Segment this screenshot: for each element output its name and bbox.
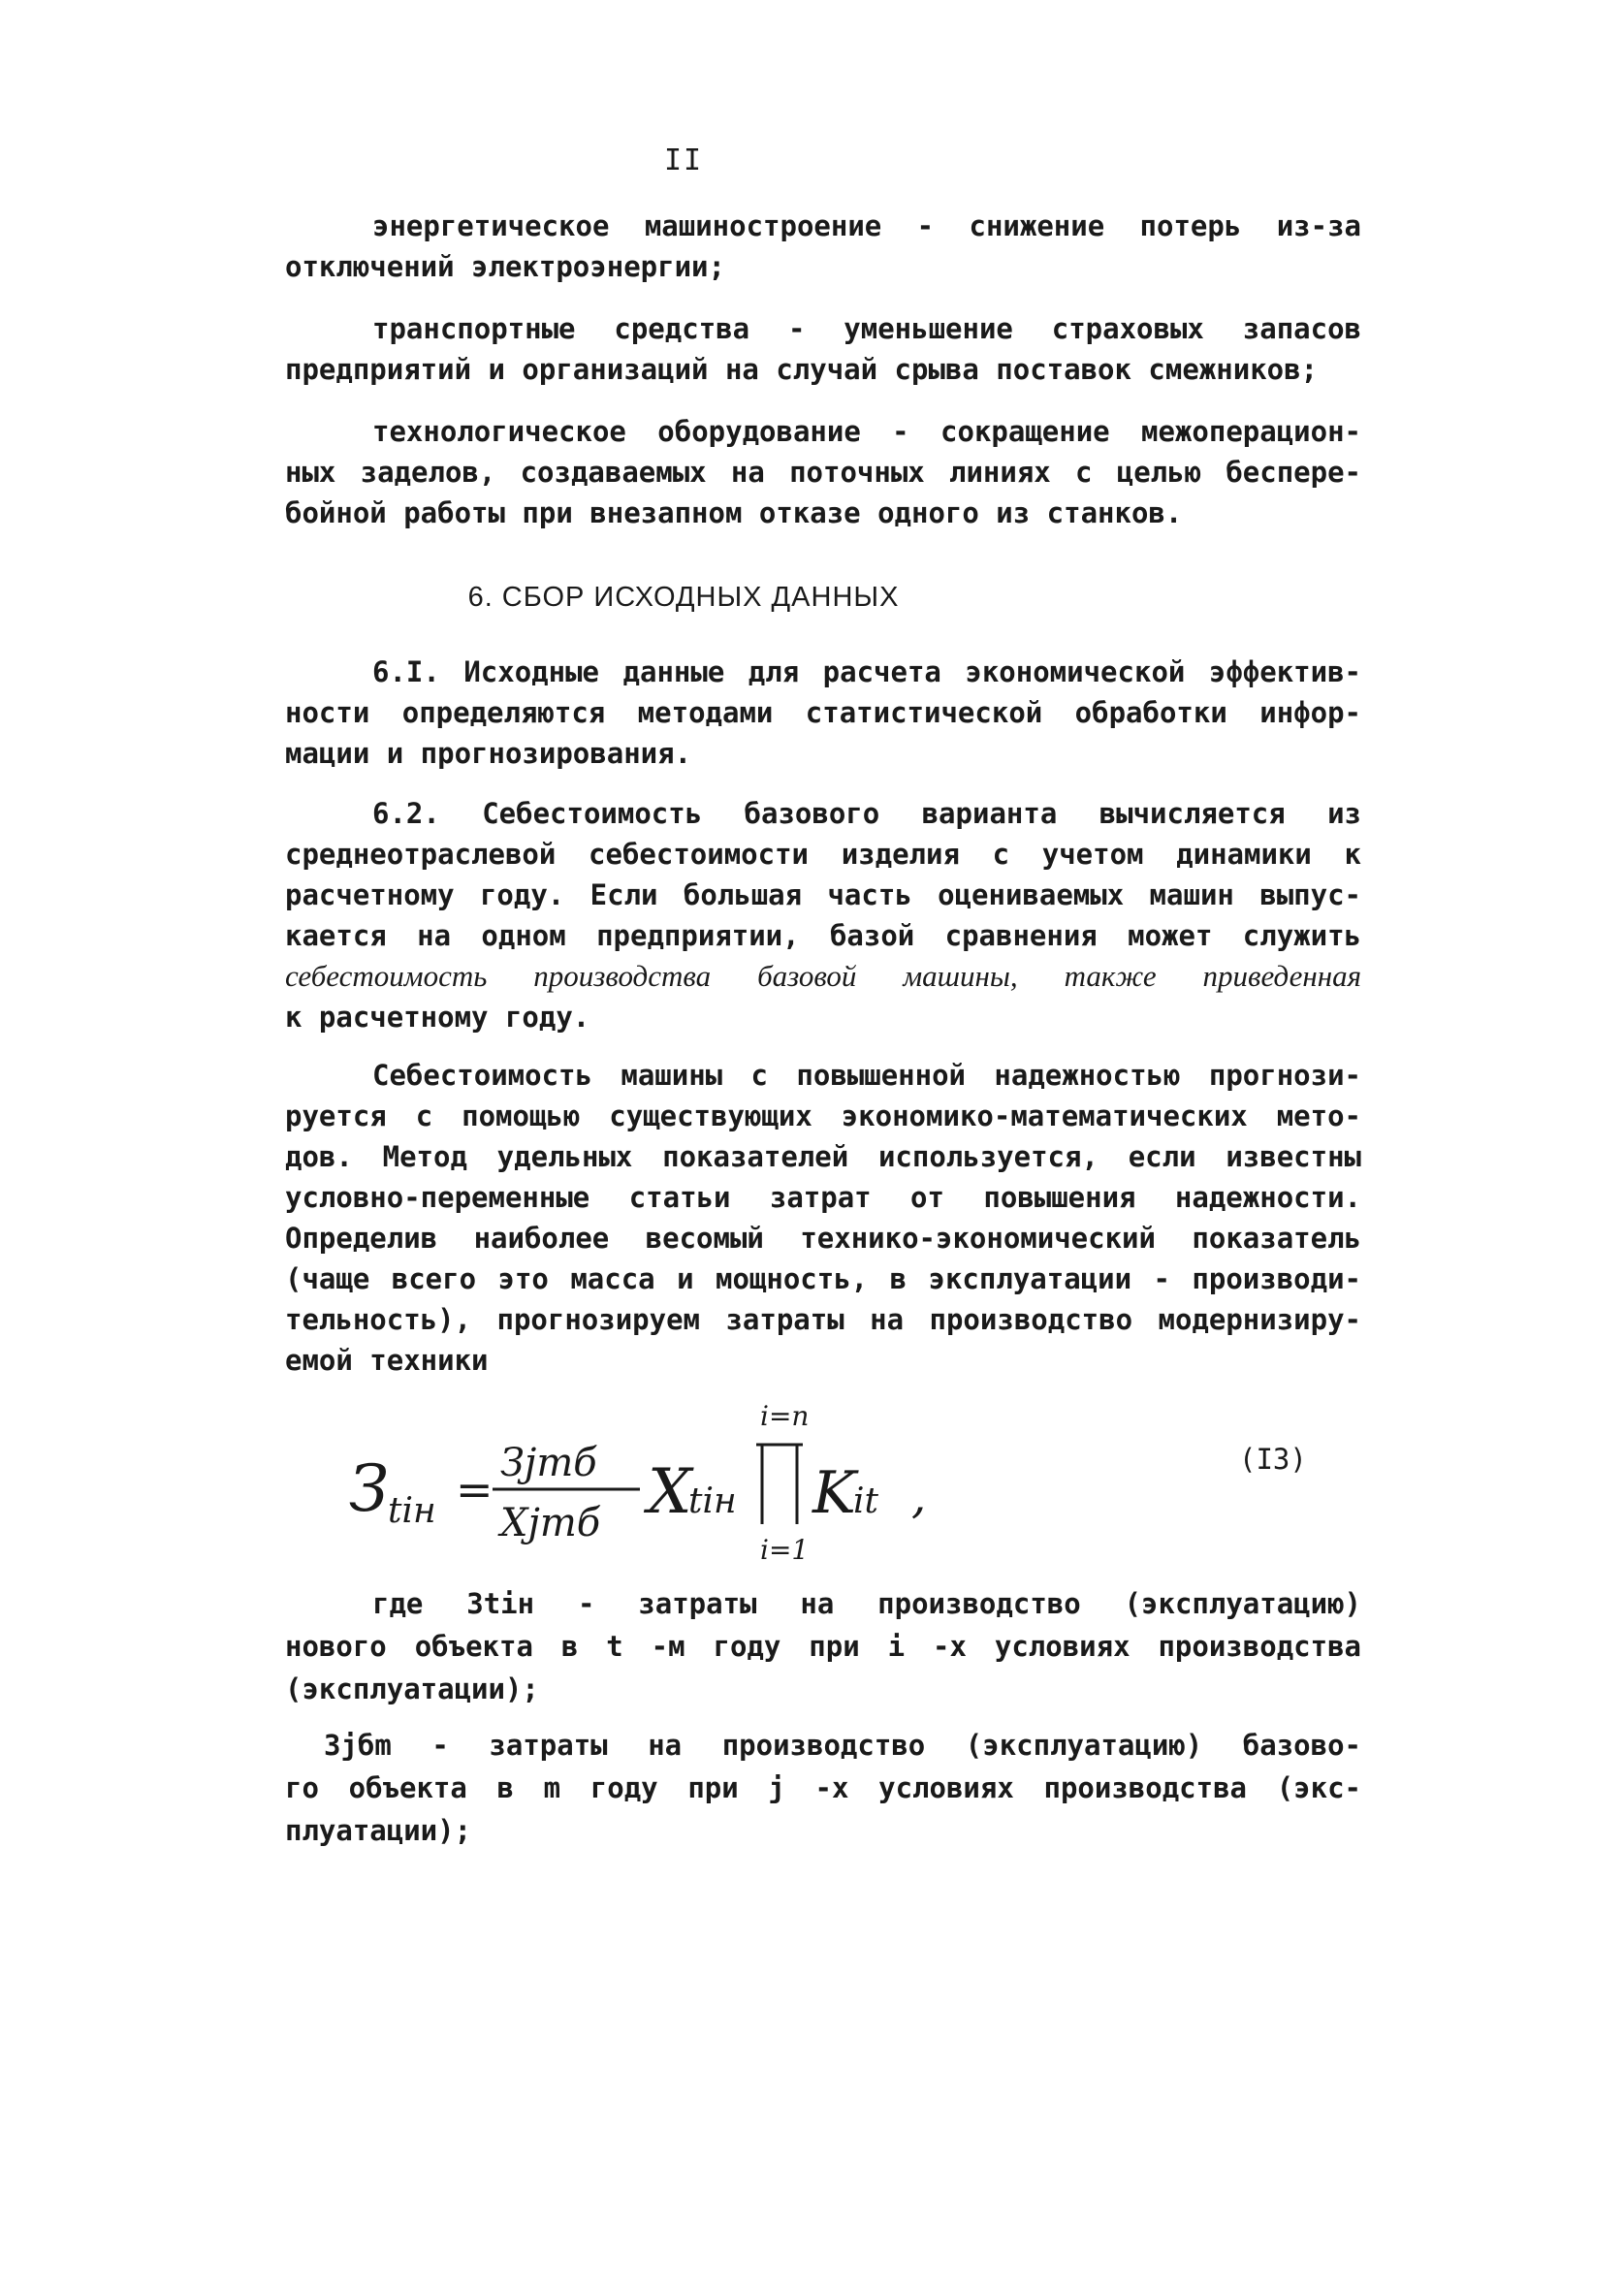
text-line: мации и прогнозирования. [285, 737, 692, 770]
text-line: бойной работы при внезапном отказе одного из станков. [285, 496, 1183, 529]
text-line: Зjбm - затраты на производство (эксплуатацию) базово- [324, 1729, 1361, 1762]
definition-z-tin [285, 1582, 1361, 1625]
intro-item-transport [285, 308, 1361, 390]
text-line: энергетическое машиностроение - снижение потерь из-за [372, 209, 1361, 242]
text-line: ных заделов, создаваемых на поточных линиях с целью бесперe- [285, 456, 1361, 489]
formula-fraction-numerator: Зjmб [500, 1441, 597, 1485]
text-line: расчетному году. Если большая часть оцениваемых машин выпус- [285, 878, 1361, 911]
text-line: Определив наиболее весомый технико-экономический показатель [285, 1222, 1361, 1255]
text-line: транспортные средства - уменьшение страховых запасов [372, 312, 1361, 345]
text-line: дов. Метод удельных показателей используется, если известны [285, 1140, 1361, 1173]
formula-k-term: K [812, 1459, 856, 1527]
text-line: нового объекта в t -м году при i -х условиях производства [285, 1630, 1361, 1663]
text-line: руется с помощью существующих экономико-математических мето- [285, 1099, 1361, 1132]
formula-13 [349, 1386, 1028, 1571]
equation-number: (I3) [1239, 1443, 1307, 1476]
page-number: II [663, 143, 704, 177]
product-lower-limit: i=1 [760, 1534, 810, 1566]
text-line: го объекта в m году при j -х условиях производства (экс- [285, 1771, 1361, 1804]
intro-item-technology [285, 411, 1361, 533]
formula-x-subscript: tiн [688, 1481, 737, 1521]
text-line: емой техники [285, 1344, 489, 1377]
text-line: тельность), прогнозируем затраты на производство модернизиру- [285, 1303, 1361, 1336]
formula-x-term: X [648, 1456, 692, 1528]
formula-lhs-subscript: tiн [388, 1491, 436, 1531]
text-line: 6.I. Исходные данные для расчета экономической эффектив- [372, 655, 1361, 688]
formula-fraction-denominator: Xjmб [500, 1501, 601, 1545]
text-line: отключений электроэнергии; [285, 250, 725, 283]
text-line: технологическое оборудование - сокращение межоперацион- [372, 415, 1361, 448]
text-line: условно-переменные статьи затрат от повышения надежности. [285, 1181, 1361, 1214]
formula-k-subscript: it [853, 1481, 878, 1521]
definition-z-jbm [285, 1724, 1361, 1767]
text-line: плуатации); [285, 1814, 472, 1847]
text-line: (чаще всего это масса и мощность, в эксплуатации - производи- [285, 1262, 1361, 1295]
text-line: (эксплуатации); [285, 1672, 539, 1705]
paragraph-6-2 [285, 793, 1361, 1037]
text-line: 6.2. Себестоимость базового варианта вычисляется из [372, 797, 1361, 830]
text-line: где Зtiн - затраты на производство (эксплуатацию) [372, 1587, 1361, 1620]
product-upper-limit: i=n [760, 1400, 810, 1432]
text-line: предприятий и организаций на случай срыва поставок смежников; [285, 353, 1319, 386]
formula-tail-comma: , [911, 1470, 927, 1524]
text-line: Себестоимость машины с повышенной надежностью прогнози- [372, 1059, 1361, 1092]
definition-z-tin-cont [285, 1625, 1361, 1710]
paragraph-6-1 [285, 652, 1361, 774]
formula-lhs: З [349, 1451, 390, 1526]
paragraph-reliability-cost [285, 1055, 1361, 1381]
definition-z-jbm-cont [285, 1767, 1361, 1852]
text-line-italic: себестоимость производства базовой машины, также приведенная [285, 959, 1361, 993]
text-line: среднеотраслевой себестоимости изделия с учетом динамики к [285, 838, 1361, 871]
intro-item-energy [285, 206, 1361, 287]
formula-equals: = [456, 1463, 494, 1515]
section-heading: 6. СБОР ИСХОДНЫХ ДАННЫХ [467, 582, 900, 613]
text-line: ности определяются методами статистической обработки инфор- [285, 696, 1361, 729]
text-line: кается на одном предприятии, базой сравнения может служить [285, 919, 1361, 952]
product-symbol [756, 1445, 803, 1524]
text-line: к расчетному году. [285, 1001, 590, 1034]
